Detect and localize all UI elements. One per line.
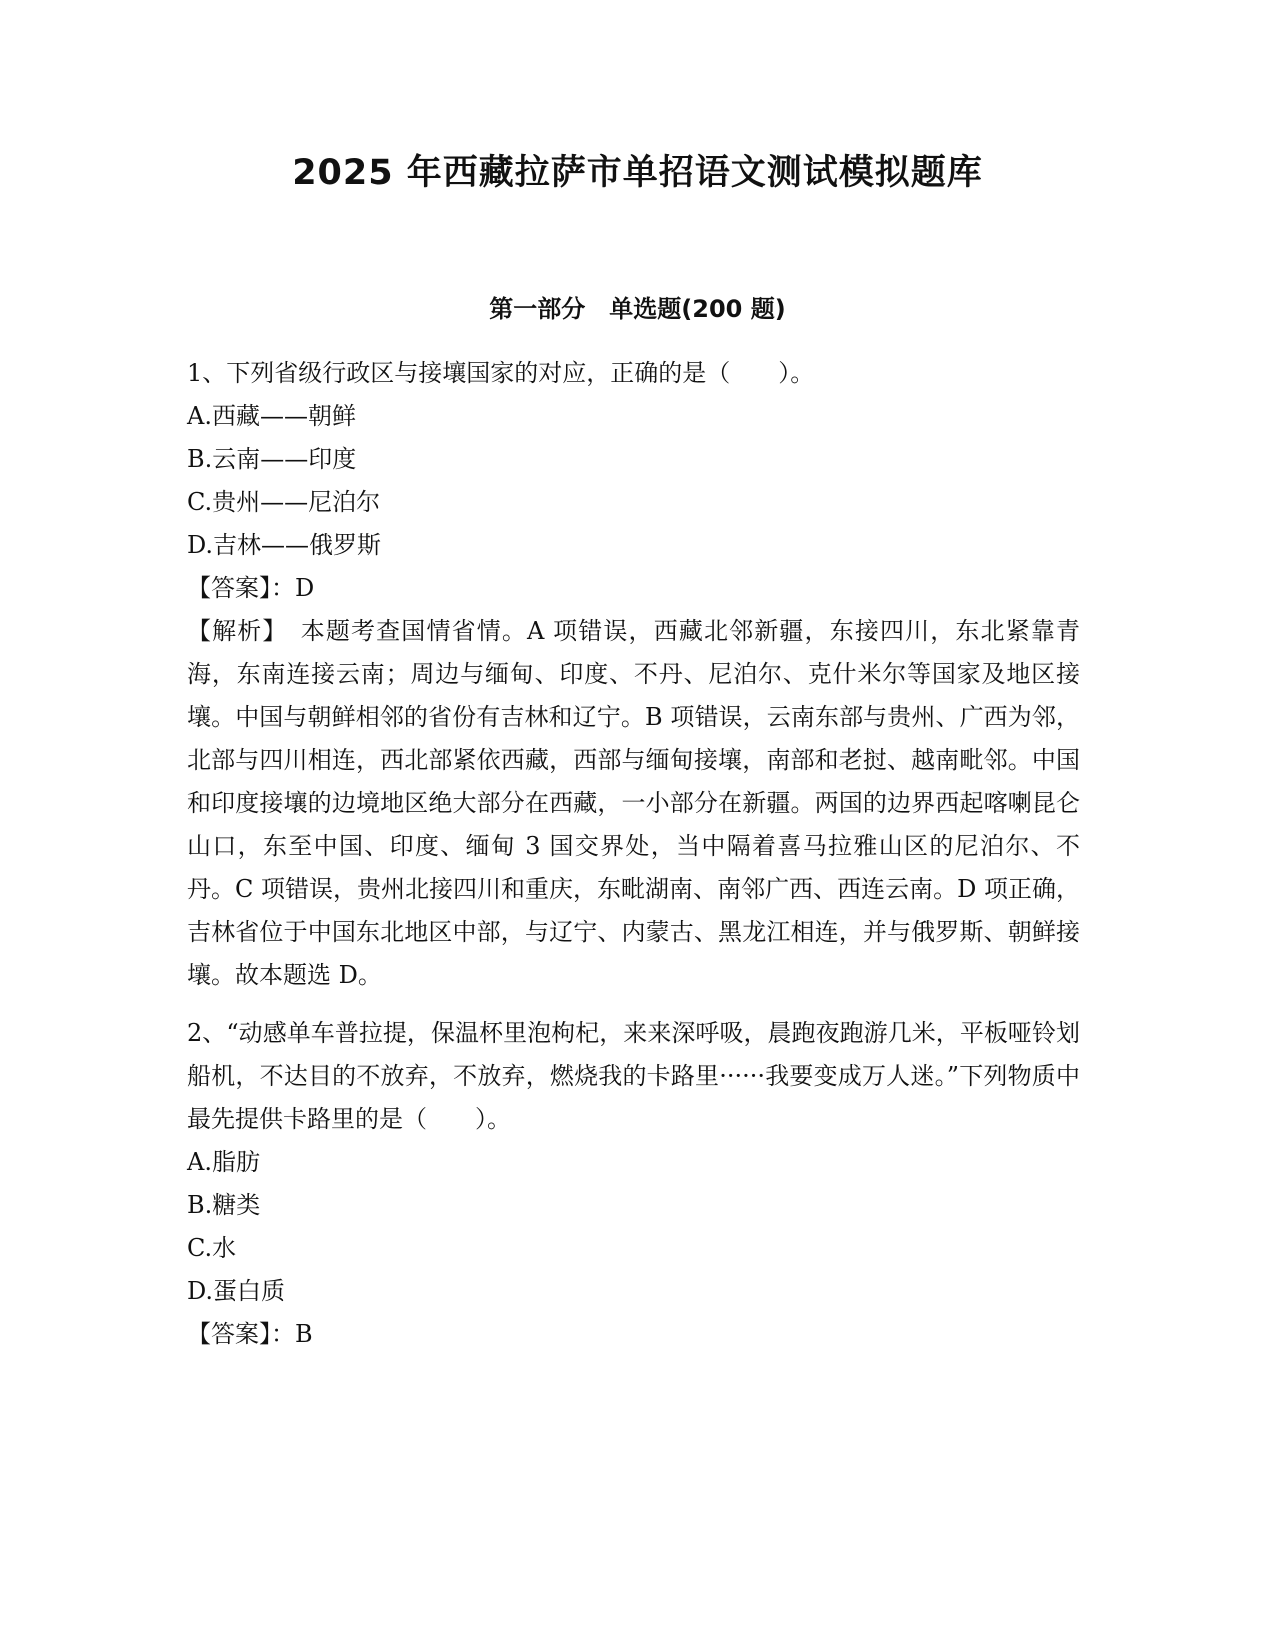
question-1 xyxy=(187,352,1087,997)
answer-value: B xyxy=(295,1320,313,1348)
option-d: D.蛋白质 xyxy=(187,1277,286,1305)
answer-label: 【答案】： xyxy=(187,574,295,602)
option-a: A.脂肪 xyxy=(187,1148,260,1176)
analysis-text: 本题考查国情省情。A 项错误，西藏北邻新疆，东接四川，东北紧靠青海，东南连接云南；周边与缅甸、印度、不丹、尼泊尔、克什米尔等国家及地区接壤。中国与朝鲜相邻的省份有吉林和辽宁。B 项错误，云南东部与贵州、广西为邻，北部与四川相连，西北部紧依西藏，西部与缅甸接壤，南部和老挝、越南毗邻。中国和印度接壤的边境地区绝大部分在西藏，一小部分在新疆。两国的边界西起喀喇昆仑山口，东至中国、印度、缅甸 3 国交界处，当中隔着喜马拉雅山区的尼泊尔、不丹。C 项错误，贵州北接四川和重庆，东毗湖南、南邻广西、西连云南。D 项正确，吉林省位于中国东北地区中部，与辽宁、内蒙古、黑龙江相连，并与俄罗斯、朝鲜接壤。故本题选 D。 xyxy=(187,617,1080,989)
answer-value: D xyxy=(295,574,315,602)
question-spacer xyxy=(187,997,1087,1012)
option-d: D.吉林——俄罗斯 xyxy=(187,531,382,559)
analysis-label: 【解析】 xyxy=(187,617,276,645)
section-heading: 第一部分 单选题(200 题) xyxy=(489,295,786,323)
question-2 xyxy=(187,1012,1087,1356)
option-a: A.西藏——朝鲜 xyxy=(187,402,356,430)
analysis-paragraph xyxy=(187,610,1080,997)
option-c: C.水 xyxy=(187,1234,237,1262)
document-title: 2025 年西藏拉萨市单招语文测试模拟题库 xyxy=(292,153,983,193)
question-stem: 2、“动感单车普拉提，保温杯里泡枸杞，来来深呼吸，晨跑夜跑游几米，平板哑铃划船机，不达目的不放弃，不放弃，燃烧我的卡路里······我要变成万人迷。”下列物质中最先提供卡路里的是（ ）。 xyxy=(187,1019,1080,1133)
option-b: B.糖类 xyxy=(187,1191,261,1219)
answer-line xyxy=(187,567,1087,610)
answer-label: 【答案】： xyxy=(187,1320,295,1348)
option-b: B.云南——印度 xyxy=(187,445,357,473)
option-c: C.贵州——尼泊尔 xyxy=(187,488,381,516)
question-list xyxy=(187,352,1087,1356)
answer-line xyxy=(187,1313,1087,1356)
question-stem: 1、下列省级行政区与接壤国家的对应，正确的是（ ）。 xyxy=(187,359,815,387)
